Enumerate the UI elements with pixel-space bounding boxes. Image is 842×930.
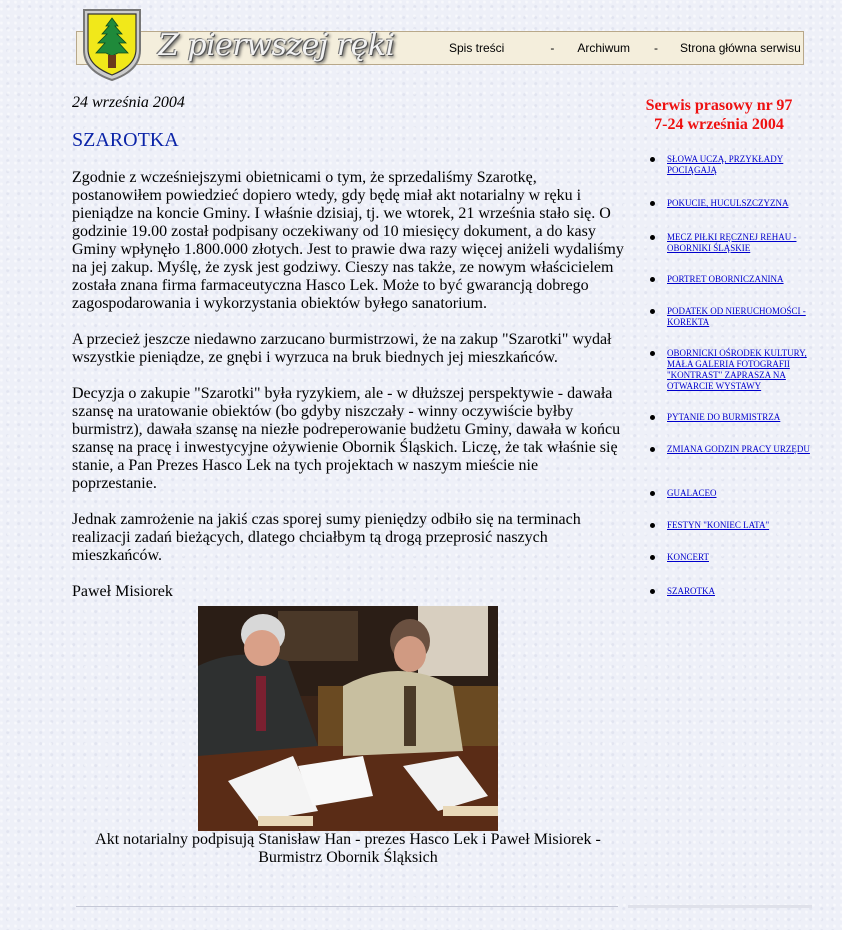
sidebar-link[interactable]: MECZ PIŁKI RĘCZNEJ REHAU - OBORNIKI ŚLĄSKIE: [667, 232, 797, 253]
bullet-icon: [650, 491, 655, 496]
article-paragraph: A przecież jeszcze niedawno zarzucano burmistrzowi, że na zakup "Szarotki" wydał wszystkie pieniądze, ze gnębi i wyrzuca na bruk biednych jej mieszkańców.: [72, 331, 612, 366]
sidebar: [636, 96, 826, 596]
article: [72, 94, 624, 601]
sidebar-link[interactable]: FESTYN "KONIEC LATA": [667, 520, 770, 530]
nav-link-homepage[interactable]: Strona główna serwisu: [680, 41, 801, 55]
bullet-icon: [650, 523, 655, 528]
bullet-icon: [650, 415, 655, 420]
nav-link-archive[interactable]: Archiwum: [577, 41, 631, 55]
sidebar-link[interactable]: SZAROTKA: [667, 586, 716, 596]
sidebar-link[interactable]: KONCERT: [667, 552, 709, 562]
site-title: Z pierwszej ręki: [158, 28, 395, 63]
article-paragraph: Decyzja o zakupie "Szarotki" była ryzykiem, ale - w dłuższej perspektywie - dawała szansę na uratowanie obiektów (bo gdyby niszczały - winny oczywiście byłby burmistrz), dawała szansę na niezłe podreperowanie budżetu Gminy, dawała w końcu szansę na pracę i inwestycyjne ożywienie Obornik Śląskich. Liczę, że tak właśnie się stanie, a Pan Prezes Hasco Lek na tych projektach w naszym mieście nie poprzestanie.: [72, 385, 621, 492]
bullet-icon: [650, 235, 655, 240]
photo-caption: Akt notarialny podpisują Stanisław Han - prezes Hasco Lek i Paweł Misiorek - Burmistrz Obornik Śląksich: [95, 831, 601, 866]
article-signature: Paweł Misiorek: [72, 583, 173, 600]
bullet-icon: [650, 277, 655, 282]
sidebar-link[interactable]: GUALACEO: [667, 488, 717, 498]
sidebar-link[interactable]: PYTANIE DO BURMISTRZA: [667, 412, 781, 422]
sidebar-link[interactable]: ZMIANA GODZIN PRACY URZĘDU: [667, 444, 810, 454]
sidebar-title-line1: Serwis prasowy nr 97: [645, 97, 793, 114]
footer-divider: [76, 906, 618, 907]
sidebar-link[interactable]: OBORNICKI OŚRODEK KULTURY, MAŁA GALERIA FOTOGRAFII "KONTRAST" ZAPRASZA NA OTWARCIE WYSTAWY: [667, 348, 807, 391]
top-nav: [449, 41, 801, 55]
bullet-icon: [650, 555, 655, 560]
nav-separator: -: [550, 41, 555, 55]
nav-link-table-of-contents[interactable]: Spis treści: [449, 41, 505, 55]
sidebar-link[interactable]: PORTRET OBORNICZANINA: [667, 274, 784, 284]
fir-tree-crest-icon: [80, 6, 144, 82]
sidebar-footer-divider: [628, 905, 812, 908]
bullet-icon: [650, 589, 655, 594]
article-paragraph: Jednak zamrożenie na jakiś czas sporej sumy pieniędzy odbiło się na terminach realizacji zadań bieżących, dlatego chciałbym tą drogą przeprosić naszych mieszkańców.: [72, 511, 581, 564]
nav-separator: -: [654, 41, 659, 55]
article-title: SZAROTKA: [72, 129, 179, 151]
bullet-icon: [650, 447, 655, 452]
article-date: 24 września 2004: [72, 94, 185, 111]
bullet-icon: [650, 309, 655, 314]
sidebar-link[interactable]: SŁOWA UCZĄ, PRZYKŁADY POCIĄGAJĄ: [667, 154, 784, 175]
sidebar-link[interactable]: POKUCIE, HUCULSZCZYZNA: [667, 198, 789, 208]
sidebar-title-line2: 7-24 września 2004: [654, 116, 784, 133]
bullet-icon: [650, 351, 655, 356]
bullet-icon: [650, 201, 655, 206]
article-paragraph: Zgodnie z wcześniejszymi obietnicami o tym, że sprzedaliśmy Szarotkę, postanowiłem powiedzieć dopiero wtedy, gdy będę miał akt notarialny w ręku i pieniądze na koncie Gminy. I właśnie dzisiaj, tj. we wtorek, 21 września stało się. O godzinie 19.00 został podpisany oczekiwany od 10 miesięcy dokument, a do kasy Gminy wpłynęło 1.800.000 złotych. Jest to prawie dwa razy więcej aniżeli wydaliśmy na jej zakup. Myślę, że zysk jest godziwy. Cieszy nas także, ze nowym właścicielem została znana firma farmaceutyczna Hasco Lek. Może to być gwarancją dobrego zagospodarowania i wykorzystania obiektów byłego sanatorium.: [72, 169, 624, 312]
article-photo: [198, 606, 498, 831]
sidebar-link[interactable]: PODATEK OD NIERUCHOMOŚCI - KOREKTA: [667, 306, 806, 327]
bullet-icon: [650, 157, 655, 162]
